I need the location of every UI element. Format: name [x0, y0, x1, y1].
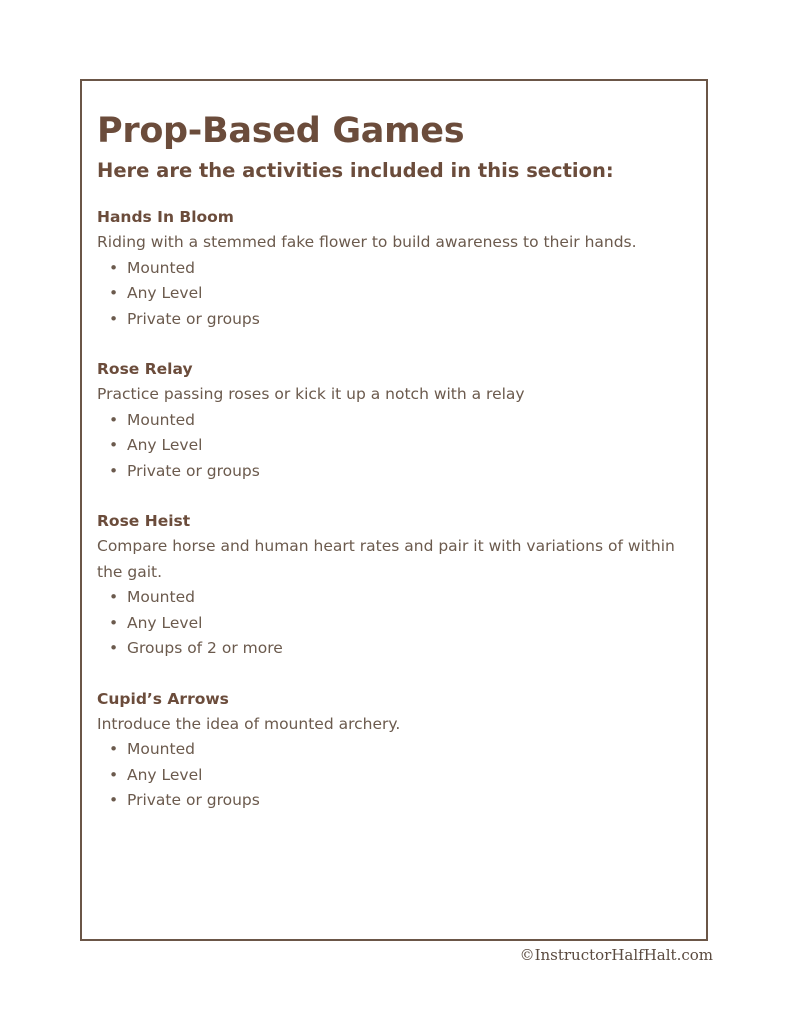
- attribute-text: Any Level: [127, 436, 203, 454]
- copyright-footer: ©InstructorHalfHalt.com: [519, 946, 713, 964]
- attribute-text: Mounted: [127, 410, 195, 429]
- bullet-icon: •: [109, 791, 119, 809]
- attribute-text: Mounted: [127, 258, 195, 277]
- bullet-icon: •: [109, 284, 119, 302]
- bullet-icon: •: [109, 613, 119, 632]
- attribute-text: Any Level: [127, 613, 203, 632]
- activity-attributes: [97, 737, 697, 814]
- bullet-icon: •: [109, 410, 119, 429]
- activity-rose-heist: [97, 509, 697, 662]
- activity-description: Riding with a stemmed fake flower to build awareness to their hands.: [97, 233, 637, 251]
- activity-attributes: [97, 256, 697, 333]
- attribute-item: [109, 256, 697, 282]
- attribute-item: [109, 788, 697, 814]
- attribute-text: Mounted: [127, 588, 195, 606]
- attribute-item: [109, 611, 697, 637]
- activity-attributes: [97, 585, 697, 662]
- bullet-icon: •: [109, 765, 119, 784]
- activity-attributes: [97, 408, 697, 485]
- activity-hands-in-bloom: [97, 205, 697, 332]
- bullet-icon: •: [109, 258, 119, 277]
- attribute-item: [109, 281, 697, 307]
- attribute-text: Groups of 2 or more: [127, 639, 283, 657]
- attribute-text: Private or groups: [127, 309, 260, 328]
- attribute-item: [109, 636, 697, 662]
- activity-name: Cupid’s Arrows: [97, 689, 229, 708]
- attribute-text: Any Level: [127, 284, 203, 302]
- activity-description: Practice passing roses or kick it up a notch with a relay: [97, 385, 525, 403]
- activity-name: Rose Relay: [97, 360, 193, 378]
- bullet-icon: •: [109, 461, 119, 480]
- bullet-icon: •: [109, 588, 119, 606]
- activity-description: Compare horse and human heart rates and pair it with variations of within the gait.: [97, 537, 675, 581]
- activity-description: Introduce the idea of mounted archery.: [97, 714, 401, 733]
- attribute-item: [109, 459, 697, 485]
- attribute-item: [109, 408, 697, 434]
- attribute-item: [109, 737, 697, 763]
- activity-cupids-arrows: [97, 687, 697, 814]
- attribute-item: [109, 307, 697, 333]
- main-content: [97, 108, 697, 839]
- bullet-icon: •: [109, 639, 119, 657]
- activity-rose-relay: [97, 357, 697, 484]
- attribute-item: [109, 763, 697, 789]
- page-title: Prop-Based Games: [97, 111, 465, 151]
- bullet-icon: •: [109, 436, 119, 454]
- attribute-item: [109, 585, 697, 611]
- bullet-icon: •: [109, 309, 119, 328]
- activity-list: [97, 205, 697, 814]
- attribute-text: Any Level: [127, 765, 203, 784]
- attribute-text: Private or groups: [127, 461, 260, 480]
- activity-name: Rose Heist: [97, 512, 191, 530]
- bullet-icon: •: [109, 740, 119, 758]
- attribute-text: Private or groups: [127, 791, 260, 809]
- activity-name: Hands In Bloom: [97, 208, 234, 226]
- attribute-item: [109, 433, 697, 459]
- attribute-text: Mounted: [127, 740, 195, 758]
- page-subtitle: Here are the activities included in this section:: [97, 159, 614, 182]
